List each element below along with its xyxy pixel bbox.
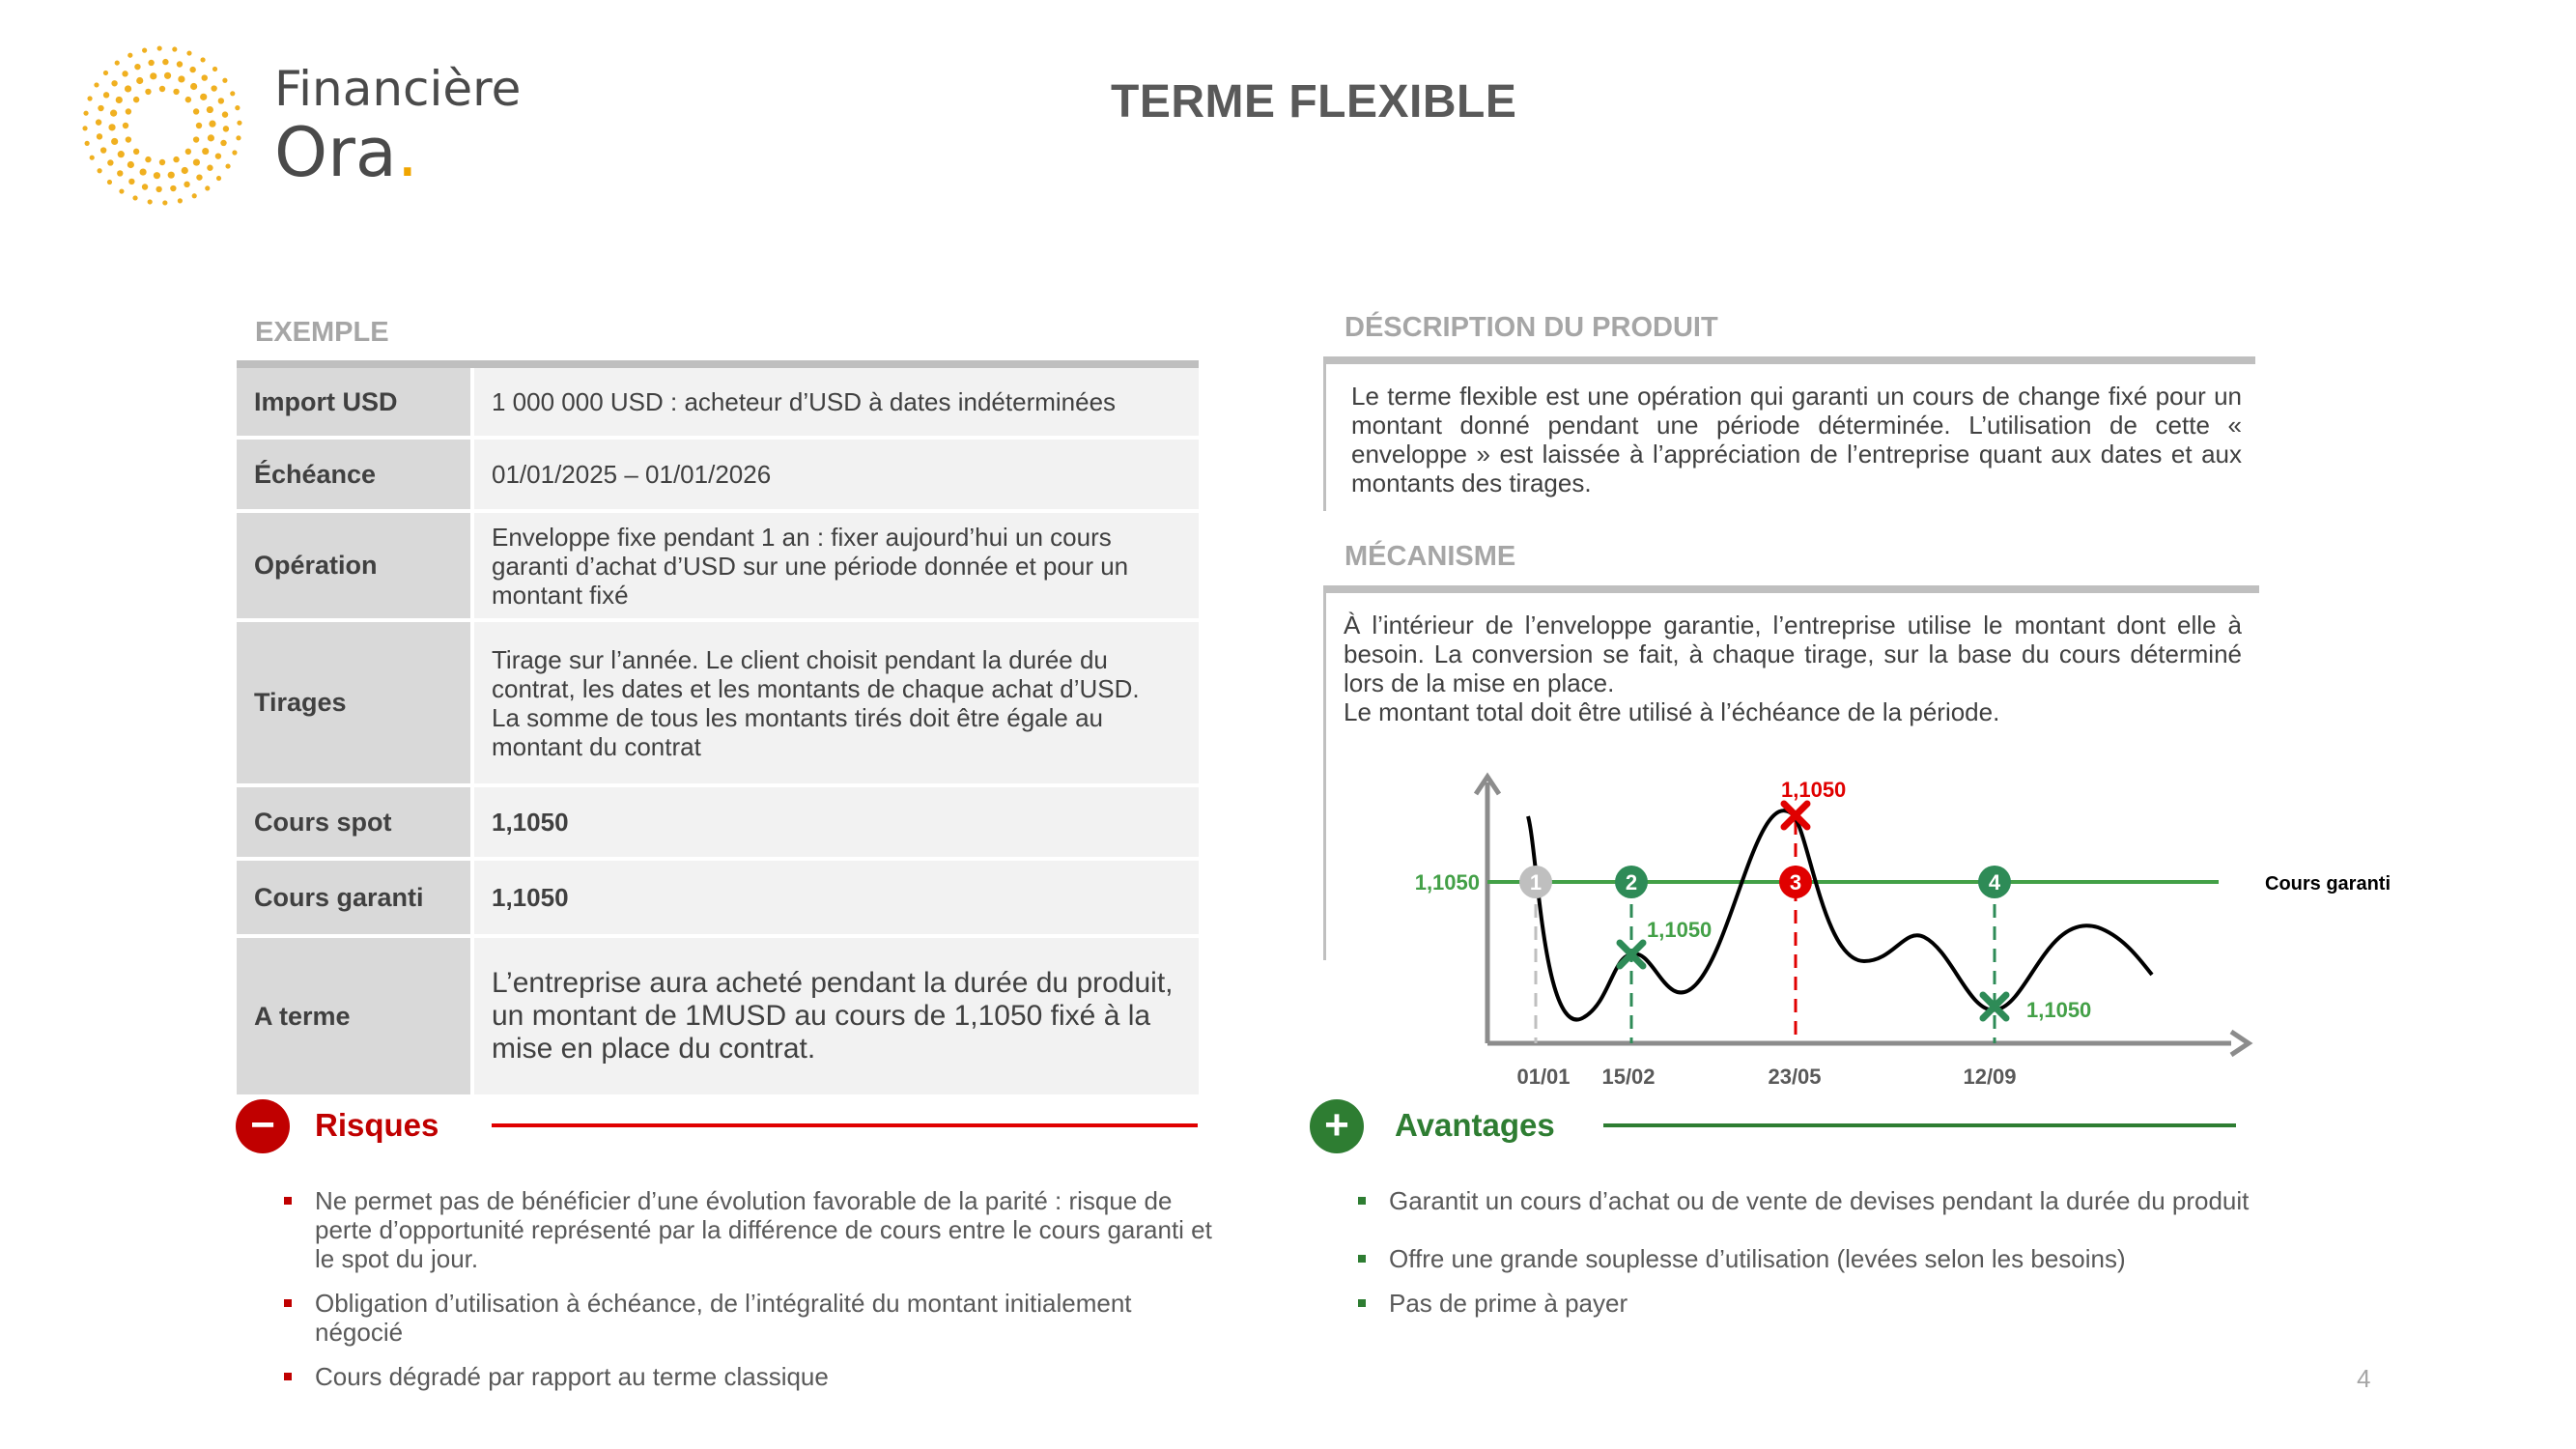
logo-dot — [185, 97, 191, 102]
advantages-title: Avantages — [1395, 1107, 1555, 1143]
logo-dot — [139, 168, 146, 175]
logo-dot — [159, 86, 165, 92]
logo-dot — [215, 153, 221, 158]
logo-dot — [145, 89, 151, 95]
logo-dot — [87, 96, 92, 100]
logo-dot — [177, 61, 183, 67]
guaranteed-rate-label: Cours garanti — [2265, 873, 2392, 895]
logo-dot — [148, 199, 153, 204]
row-label: Cours spot — [237, 787, 474, 857]
logo-dot — [136, 77, 143, 84]
mechanism-paragraph: Le montant total doit être utilisé à l’échéance de la période. — [1344, 697, 2000, 726]
logo-dot — [193, 158, 200, 165]
brand-name-line2: Ora. — [274, 113, 419, 192]
logo-dot — [134, 64, 140, 70]
list-item: Pas de prime à payer — [1358, 1289, 2256, 1318]
logo-dot — [235, 105, 240, 110]
logo-dot — [170, 185, 176, 191]
row-label: A terme — [237, 938, 474, 1094]
logo-dot — [225, 163, 230, 168]
advantages-divider — [1603, 1123, 2236, 1127]
list-item: Garantit un cours d’achat ou de vente de devises pendant la durée du produit — [1358, 1186, 2256, 1215]
logo-dot — [127, 161, 134, 168]
list-item: Ne permet pas de bénéficier d’une évolution favorable de la parité : risque de perte d’opportunité représenté par la différence de cours entre le cours garanti et le spot du jour. — [284, 1186, 1221, 1273]
logo-dot — [150, 72, 156, 79]
logo-dot — [108, 124, 115, 130]
logo-dot — [125, 85, 131, 92]
logo-dot — [207, 165, 212, 171]
drawdown-rate-label: 1,1050 — [2026, 998, 2092, 1022]
logo-dot — [159, 159, 165, 165]
logo-dot — [218, 98, 224, 103]
logo-dot — [85, 141, 90, 146]
risks-title: Risques — [315, 1107, 439, 1143]
logo-dot — [133, 97, 139, 102]
risks-divider — [492, 1123, 1198, 1127]
list-item: Obligation d’utilisation à échéance, de l’intégralité du montant initialement négocié — [284, 1289, 1221, 1347]
logo-dot — [111, 80, 117, 86]
logo-dot — [128, 179, 134, 185]
row-label: Cours garanti — [237, 861, 474, 934]
logo-dot — [100, 147, 106, 153]
description-text: Le terme flexible est une opération qui garanti un cours de change fixé pour un montant donné pendant une période déterminée. L’utilisation de cette « enveloppe » est laissée à l’appréciation de l’entreprise quant aux dates et aux montants des tirages. — [1351, 382, 2242, 497]
logo-dot — [96, 119, 101, 125]
row-label: Tirages — [237, 622, 474, 783]
logo-dot — [222, 78, 227, 83]
row-label: Import USD — [237, 368, 474, 436]
logo-dot — [220, 140, 226, 146]
logo-dot — [162, 200, 167, 205]
drawing-number: 2 — [1625, 870, 1638, 895]
row-value: L’entreprise aura acheté pendant la durée du produit, un montant de 1MUSD au cours de 1,1050 fixé à la mise en place du contrat. — [474, 938, 1199, 1094]
logo-dot — [202, 148, 209, 155]
table-row — [237, 513, 1199, 622]
sun-logo-icon — [75, 39, 249, 213]
logo-dot — [127, 53, 132, 58]
logo-dot — [211, 85, 216, 91]
logo-dot — [178, 75, 184, 82]
logo-dot — [107, 159, 113, 165]
logo-dot — [178, 198, 183, 203]
logo-dot — [205, 185, 210, 190]
drawing-number: 1 — [1529, 870, 1543, 895]
description-box — [1323, 356, 2255, 511]
plus-icon: + — [1310, 1099, 1364, 1153]
logo-dot — [82, 126, 87, 130]
row-value: 1,1050 — [474, 787, 1199, 857]
logo-dot — [118, 151, 125, 157]
logo-dot — [202, 74, 208, 80]
logo-dot — [216, 176, 221, 181]
logo-dot — [110, 110, 117, 117]
logo-dot — [107, 180, 112, 185]
table-row — [237, 861, 1199, 938]
logo-dot — [111, 138, 118, 145]
logo-dot — [164, 72, 171, 79]
mechanism-chart — [1352, 753, 2424, 1101]
logo-dot — [212, 67, 217, 71]
page-number: 4 — [2357, 1364, 2371, 1393]
table-row — [237, 440, 1199, 513]
logo-dot — [186, 50, 191, 55]
logo-dot — [103, 92, 109, 98]
mechanism-paragraph: À l’intérieur de l’enveloppe garantie, l’entreprise utilise le montant dont elle à besoin. La conversion se fait, à chaque tirage, sur la base du cours déterminé lors de la mise en place. — [1344, 611, 2242, 697]
table-row — [237, 787, 1199, 861]
logo-dot — [145, 156, 151, 162]
logo-dot — [190, 83, 197, 90]
logo-dot — [117, 170, 123, 176]
logo-dot — [103, 71, 108, 75]
x-tick-label: 12/09 — [1963, 1065, 2017, 1089]
logo-dot — [123, 123, 128, 128]
logo-dot — [162, 59, 168, 65]
example-heading: EXEMPLE — [255, 317, 389, 348]
logo-dot — [115, 60, 120, 65]
logo-dot — [97, 168, 101, 173]
row-value: 1,1050 — [474, 861, 1199, 934]
logo-dot — [122, 71, 127, 76]
logo-dot — [98, 105, 103, 111]
logo-dot — [126, 108, 131, 114]
logo-dot — [94, 82, 99, 87]
logo-dot — [237, 121, 241, 126]
logo-dot — [90, 156, 95, 160]
x-tick-label: 15/02 — [1601, 1065, 1656, 1089]
logo-dot — [148, 60, 154, 66]
logo-dot — [236, 135, 241, 140]
x-axis-arrow — [2231, 1032, 2249, 1055]
logo-dot — [207, 106, 213, 113]
logo-dot — [208, 134, 214, 141]
logo-dot — [185, 149, 191, 155]
logo-dot — [172, 46, 177, 51]
logo-dot — [209, 121, 215, 128]
logo-dot — [230, 91, 235, 96]
logo-dot — [83, 111, 88, 116]
spot-high-label: 1,1050 — [1781, 778, 1847, 802]
table-row — [237, 368, 1199, 440]
logo-dot — [189, 67, 195, 72]
logo-dot — [222, 111, 228, 117]
table-row — [237, 622, 1199, 787]
list-item: Offre une grande souplesse d’utilisation (levées selon les besoins) — [1358, 1244, 2256, 1273]
example-table — [237, 360, 1199, 1098]
logo-dot — [192, 193, 197, 198]
exchange-rate-curve — [1528, 810, 2152, 1019]
logo-dot — [200, 94, 207, 100]
advantages-list — [1358, 1186, 2256, 1333]
logo-dot — [193, 108, 199, 114]
logo-dot — [157, 45, 162, 50]
list-item: Cours dégradé par rapport au terme classique — [284, 1362, 1221, 1391]
logo-dot — [142, 184, 148, 189]
table-row — [237, 938, 1199, 1098]
logo-dot — [132, 195, 137, 200]
page-title: TERME FLEXIBLE — [1111, 76, 1517, 128]
logo-dot — [142, 48, 147, 53]
logo-dot — [232, 150, 237, 155]
logo-dot — [196, 174, 202, 180]
row-value: 1 000 000 USD : acheteur d’USD à dates indéterminées — [474, 368, 1199, 436]
logo-dot — [116, 97, 123, 103]
logo-dot — [184, 182, 189, 187]
drawing-number: 4 — [1988, 870, 2001, 895]
logo-dot — [193, 136, 199, 142]
x-tick-label: 23/05 — [1768, 1065, 1822, 1089]
row-value: 01/01/2025 – 01/01/2026 — [474, 440, 1199, 509]
minus-icon: − — [236, 1099, 290, 1153]
logo-dot — [126, 136, 131, 142]
logo-dot — [97, 133, 102, 139]
drawing-number: 3 — [1789, 870, 1802, 895]
row-value: Tirage sur l’année. Le client choisit pendant la durée du contrat, les dates et les montants de chaque achat d’USD. La somme de tous les montants tirés doit être égale au montant du contrat — [474, 622, 1199, 783]
row-label: Échéance — [237, 440, 474, 509]
x-tick-label: 01/01 — [1516, 1065, 1571, 1089]
risks-list — [284, 1186, 1221, 1406]
brand-logo — [274, 60, 522, 192]
row-value: Enveloppe fixe pendant 1 an : fixer aujourd’hui un cours garanti d’achat d’USD sur une période donnée et pour un montant fixé — [474, 513, 1199, 618]
logo-dot — [182, 167, 188, 174]
logo-dot — [173, 89, 179, 95]
guaranteed-rate-value: 1,1050 — [1414, 870, 1480, 895]
logo-dot — [154, 172, 160, 179]
description-heading: DÉSCRIPTION DU PRODUIT — [1345, 312, 1718, 343]
logo-dot — [200, 57, 205, 62]
logo-dot — [168, 172, 175, 179]
logo-dot — [133, 149, 139, 155]
drawdown-rate-label: 1,1050 — [1647, 918, 1713, 942]
row-label: Opération — [237, 513, 474, 618]
mechanism-text — [1344, 611, 2242, 726]
logo-dot — [119, 188, 124, 193]
brand-name-line1: Financière — [274, 61, 522, 117]
logo-dot — [223, 126, 229, 131]
logo-dot — [196, 123, 202, 128]
logo-dot — [156, 186, 161, 192]
mechanism-heading: MÉCANISME — [1345, 541, 1516, 572]
logo-dot — [173, 156, 179, 162]
